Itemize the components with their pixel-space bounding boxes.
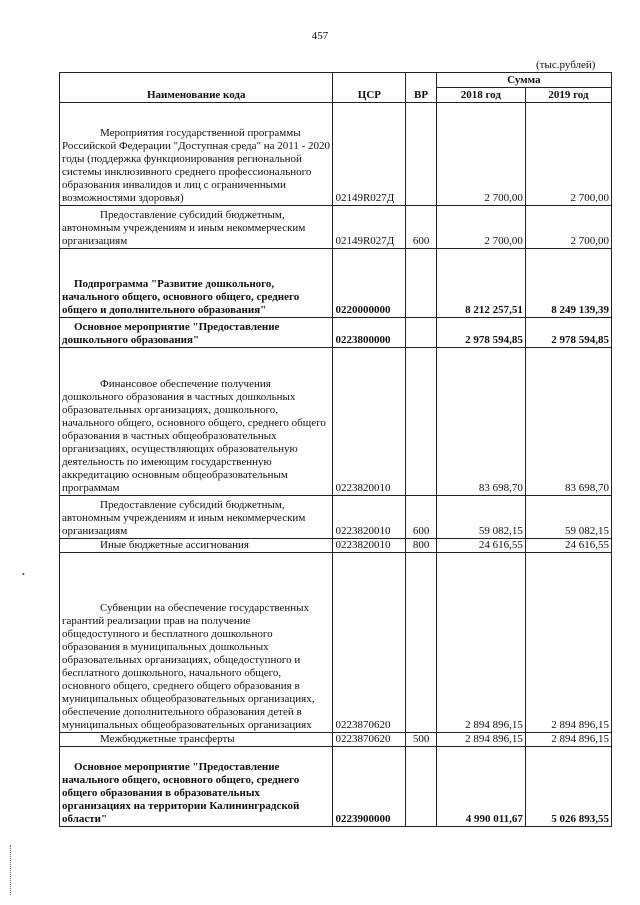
col-header-2018: 2018 год [436,88,525,103]
row-vr [406,103,436,206]
row-vr [406,747,436,827]
col-header-vr: ВР [406,73,436,103]
row-sum-2019: 2 700,00 [525,103,611,206]
row-csr: 02149R027Д [333,206,406,249]
row-sum-2019: 2 894 896,15 [525,553,611,733]
row-sum-2018: 2 700,00 [436,206,525,249]
margin-edge-marks [10,845,12,895]
row-sum-2019: 24 616,55 [525,539,611,553]
units-label: (тыс.рублей) [536,59,596,71]
col-header-name: Наименование кода [60,73,333,103]
row-csr: 0223820010 [333,539,406,553]
row-name: Основное мероприятие "Предоставление дошкольного образования" [60,318,333,348]
row-sum-2018: 2 700,00 [436,103,525,206]
row-vr [406,249,436,318]
row-sum-2019: 5 026 893,55 [525,747,611,827]
row-sum-2019: 2 978 594,85 [525,318,611,348]
row-vr: 600 [406,206,436,249]
row-vr: 800 [406,539,436,553]
table-row [60,539,612,553]
row-name: Предоставление субсидий бюджетным, автономным учреждениям и иным некоммерческим организациям [60,206,333,249]
table-row [60,318,612,348]
row-name: Подпрограмма "Развитие дошкольного, начального общего, основного общего, среднего общего и дополнительного образования" [60,249,333,318]
row-vr [406,348,436,496]
row-name: Субвенции на обеспечение государственных гарантий реализации прав на получение общедоступного и бесплатного дошкольного образования в муниципальных дошкольных образовательных организациях, общедоступного и бесплатного дошкольного, начального общего, основного общего, среднего общего образования в муниципальных общеобразовательных организациях, обеспечение дополнительного образования детей в муниципальных общеобразовательных организациях [60,553,333,733]
row-csr: 0223870620 [333,553,406,733]
row-sum-2019: 8 249 139,39 [525,249,611,318]
row-vr: 600 [406,496,436,539]
row-sum-2018: 4 990 011,67 [436,747,525,827]
row-name: Мероприятия государственной программы Российской Федерации "Доступная среда" на 2011 - 2020 годы (поддержка функционирования региональной системы инклюзивного среднего профессионального образования инвалидов и лиц с ограниченными возможностями здоровья) [60,103,333,206]
row-sum-2018: 59 082,15 [436,496,525,539]
row-name: Финансовое обеспечение получения дошкольного образования в частных дошкольных образовательных организациях, дошкольного, начального общего, основного общего, среднего общего образования в частных общеобразовательных организациях, осуществляющих образовательную деятельность по имеющим государственную аккредитацию основным общеобразовательным программам [60,348,333,496]
row-vr [406,318,436,348]
col-header-csr: ЦСР [333,73,406,103]
row-csr: 0223820010 [333,496,406,539]
row-sum-2018: 24 616,55 [436,539,525,553]
row-sum-2018: 2 894 896,15 [436,733,525,747]
row-name: Межбюджетные трансферты [60,733,333,747]
row-name: Иные бюджетные ассигнования [60,539,333,553]
table-row [60,206,612,249]
row-sum-2018: 8 212 257,51 [436,249,525,318]
row-sum-2019: 59 082,15 [525,496,611,539]
row-name: Основное мероприятие "Предоставление начального общего, основного общего, среднего общего образования в образовательных организациях на территории Калининградской области" [60,747,333,827]
col-header-2019: 2019 год [525,88,611,103]
table-row [60,553,612,733]
row-vr [406,553,436,733]
table-row [60,733,612,747]
page-number: 457 [311,30,329,42]
margin-dot: • [22,570,25,579]
row-name: Предоставление субсидий бюджетным, автономным учреждениям и иным некоммерческим организациям [60,496,333,539]
table-row [60,348,612,496]
row-sum-2019: 83 698,70 [525,348,611,496]
row-csr: 0223870620 [333,733,406,747]
table-row [60,496,612,539]
row-csr: 0220000000 [333,249,406,318]
row-vr: 500 [406,733,436,747]
row-csr: 0223800000 [333,318,406,348]
table-row [60,103,612,206]
budget-table [59,72,612,827]
row-csr: 02149R027Д [333,103,406,206]
row-sum-2018: 2 978 594,85 [436,318,525,348]
table-row [60,249,612,318]
row-csr: 0223820010 [333,348,406,496]
row-sum-2018: 83 698,70 [436,348,525,496]
col-header-sum: Сумма [436,73,611,88]
table-row [60,747,612,827]
row-sum-2019: 2 894 896,15 [525,733,611,747]
row-sum-2018: 2 894 896,15 [436,553,525,733]
row-sum-2019: 2 700,00 [525,206,611,249]
row-csr: 0223900000 [333,747,406,827]
